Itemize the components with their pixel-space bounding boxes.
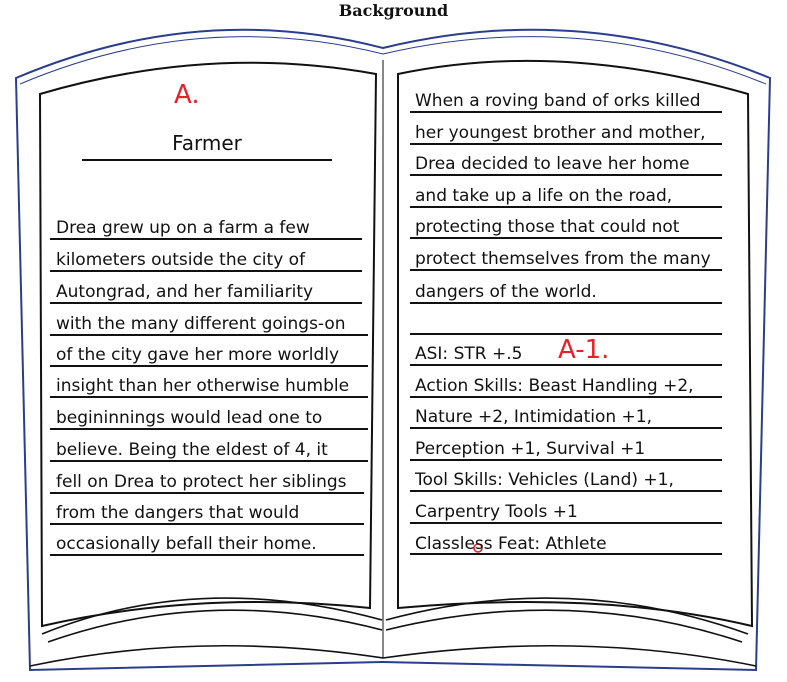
right-line: Perception +1, Survival +1	[415, 439, 646, 459]
ruled-line	[410, 174, 722, 176]
ruled-line	[410, 237, 722, 239]
left-line: kilometers outside the city of	[56, 250, 306, 270]
ruled-line	[410, 302, 722, 304]
ruled-line	[410, 206, 722, 208]
left-line: fell on Drea to protect her siblings	[56, 472, 347, 492]
right-line: Drea decided to leave her home	[415, 154, 690, 174]
right-line: her youngest brother and mother,	[415, 123, 706, 143]
ruled-line	[50, 428, 368, 430]
ruled-line	[50, 365, 368, 367]
ruled-line	[50, 270, 362, 272]
right-line: and take up a life on the road,	[415, 186, 673, 206]
ruled-line	[50, 302, 362, 304]
ruled-line	[410, 459, 722, 461]
book-title: Background	[338, 1, 449, 20]
ruled-line	[410, 143, 722, 145]
right-line: protecting those that could not	[415, 217, 680, 237]
right-page-marker: A-1.	[558, 335, 610, 365]
ruled-line	[50, 334, 368, 336]
left-line: Drea grew up on a farm a few	[56, 218, 310, 238]
ruled-line	[50, 396, 368, 398]
ruled-line	[50, 554, 364, 556]
right-line: Tool Skills: Vehicles (Land) +1,	[415, 470, 674, 490]
ruled-line	[410, 553, 722, 555]
ruled-line	[410, 364, 722, 366]
right-line: ASI: STR +.5	[415, 344, 523, 364]
left-line: Autongrad, and her familiarity	[56, 282, 314, 302]
left-line: occasionally befall their home.	[56, 534, 317, 554]
right-line: protect themselves from the many	[415, 249, 711, 269]
ruled-line	[410, 269, 722, 271]
ruled-line	[410, 333, 722, 335]
ruled-line	[50, 238, 362, 240]
right-line: dangers of the world.	[415, 282, 597, 302]
left-line: believe. Being the eldest of 4, it	[56, 440, 328, 460]
ruled-line	[50, 460, 368, 462]
left-line: from the dangers that would	[56, 503, 300, 523]
left-line: begininnings would lead one to	[56, 408, 323, 428]
left-line: of the city gave her more worldly	[56, 345, 340, 365]
ruled-line	[410, 111, 722, 113]
left-page-heading: Farmer	[172, 131, 242, 155]
right-line: When a roving band of orks killed	[415, 91, 701, 111]
ruled-line	[50, 492, 364, 494]
ruled-line	[410, 396, 722, 398]
heading-underline	[82, 159, 332, 161]
ruled-line	[50, 523, 364, 525]
ruled-line	[410, 427, 722, 429]
ruled-line	[410, 490, 722, 492]
right-line: Carpentry Tools +1	[415, 502, 578, 522]
left-line: with the many different goings-on	[56, 314, 346, 334]
left-line: insight than her otherwise humble	[56, 376, 350, 396]
left-page-marker: A.	[174, 80, 200, 110]
right-line: Action Skills: Beast Handling +2,	[415, 376, 694, 396]
ruled-line	[410, 522, 722, 524]
right-line: Nature +2, Intimidation +1,	[415, 407, 653, 427]
right-line: Classless Feat: Athlete	[415, 534, 607, 554]
